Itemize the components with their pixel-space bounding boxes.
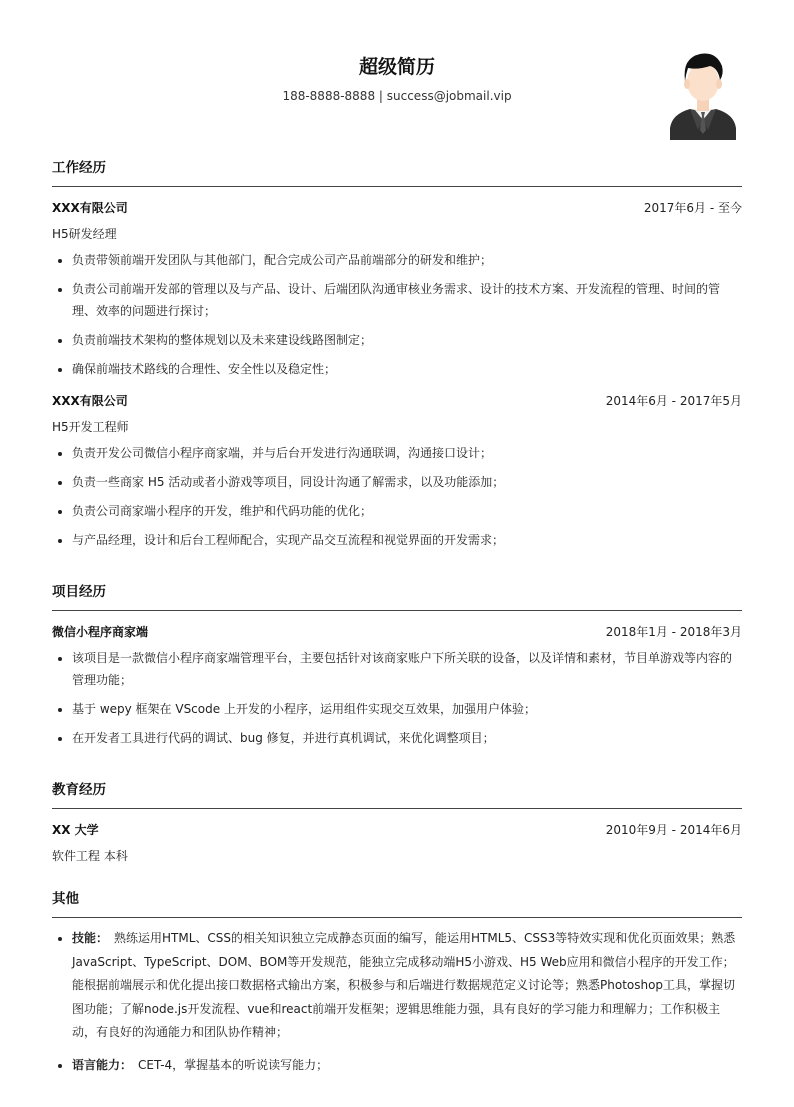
- project-section: [52, 572, 742, 749]
- education-section: [52, 770, 742, 864]
- work-section: [52, 150, 742, 551]
- list-item: [72, 1054, 742, 1078]
- list-item: • 负责一些商家 H5 活动或者小游戏等项目，同设计沟通了解需求，以及功能添加；: [72, 471, 742, 493]
- skill-text: 熟练运用HTML、CSS的相关知识独立完成静态页面的编写，能运用HTML5、CSS3等特效实现和优化页面效果；熟悉JavaScript、TypeScript、DOM、BOM等开发规范，能独立完成移动端H5小游戏、H5 Web应用和微信小程序的开发工作；能根据前端展示和优化提出接口数据格式输出方案，积极参与和后端进行数据规范定义讨论等；熟悉Photoshop工具，掌握切图功能；了解node.js开发流程、vue和react前端开发框架；逻辑思维能力强，具有良好的学习能力和理解力；工作积极主动，有良好的沟通能力和团队协作精神；: [72, 931, 736, 1039]
- section-title-education: 教育经历: [52, 770, 742, 809]
- project-period: 2018年1月 - 2018年3月: [605, 625, 742, 639]
- project-row: [52, 623, 742, 640]
- job-duties: [52, 442, 742, 551]
- company-name: XXX有限公司: [52, 201, 128, 215]
- job-row: [52, 392, 742, 409]
- list-item: • 该项目是一款微信小程序商家端管理平台，主要包括针对该商家账户下所关联的设备，以及详情和素材，节目单游戏等内容的管理功能；: [72, 647, 742, 691]
- section-title-work: 工作经历: [52, 150, 742, 187]
- education-major: 软件工程 本科: [52, 849, 128, 863]
- project-name: 微信小程序商家端: [52, 625, 149, 639]
- list-item: • 与产品经理，设计和后台工程师配合，实现产品交互流程和视觉界面的开发需求；: [72, 529, 742, 551]
- language-key: 语言能力：: [72, 1057, 133, 1072]
- job-entry: [52, 392, 742, 551]
- list-item: • 负责带领前端开发团队与其他部门，配合完成公司产品前端部分的研发和维护；: [72, 249, 742, 271]
- list-item: • 在开发者工具进行代码的调试、bug 修复，并进行真机调试，来优化调整项目；: [72, 727, 742, 749]
- school-name: XX 大学: [52, 823, 99, 837]
- list-item: • 确保前端技术路线的合理性、安全性以及稳定性；: [72, 358, 742, 380]
- job-row: [52, 199, 742, 216]
- resume-header: [52, 0, 742, 150]
- list-item: • 负责开发公司微信小程序商家端，并与后台开发进行沟通联调，沟通接口设计；: [72, 442, 742, 464]
- section-title-projects: 项目经历: [52, 572, 742, 611]
- project-details: [52, 647, 742, 749]
- other-section: [52, 879, 742, 1077]
- language-text: CET-4，掌握基本的听说读写能力；: [138, 1057, 329, 1072]
- job-period: 2017年6月 - 至今: [643, 201, 742, 215]
- page-title: 超级简历: [358, 56, 435, 78]
- list-item: • 负责公司前端开发部的管理以及与产品、设计、后端团队沟通审核业务需求、设计的技术方案、开发流程的管理、时间的管理、效率的问题进行探讨；: [72, 278, 742, 322]
- list-item: [72, 927, 742, 1045]
- job-role: H5开发工程师: [52, 420, 129, 434]
- contact-info: 188-8888-8888 | success@jobmail.vip: [282, 89, 512, 103]
- section-title-other: 其他: [52, 879, 742, 918]
- education-row: [52, 821, 742, 838]
- job-duties: [52, 249, 742, 380]
- education-period: 2010年9月 - 2014年6月: [605, 823, 742, 837]
- list-item: • 基于 wepy 框架在 VScode 上开发的小程序，运用组件实现交互效果，加强用户体验；: [72, 698, 742, 720]
- job-entry: [52, 199, 742, 380]
- job-period: 2014年6月 - 2017年5月: [605, 394, 742, 408]
- skill-key: 技能：: [72, 931, 109, 945]
- other-list: [52, 927, 742, 1077]
- list-item: • 负责公司商家端小程序的开发，维护和代码功能的优化；: [72, 500, 742, 522]
- job-role: H5研发经理: [52, 227, 117, 241]
- list-item: • 负责前端技术架构的整体规划以及未来建设线路图制定；: [72, 329, 742, 351]
- company-name: XXX有限公司: [52, 394, 128, 408]
- avatar-icon: [668, 48, 738, 140]
